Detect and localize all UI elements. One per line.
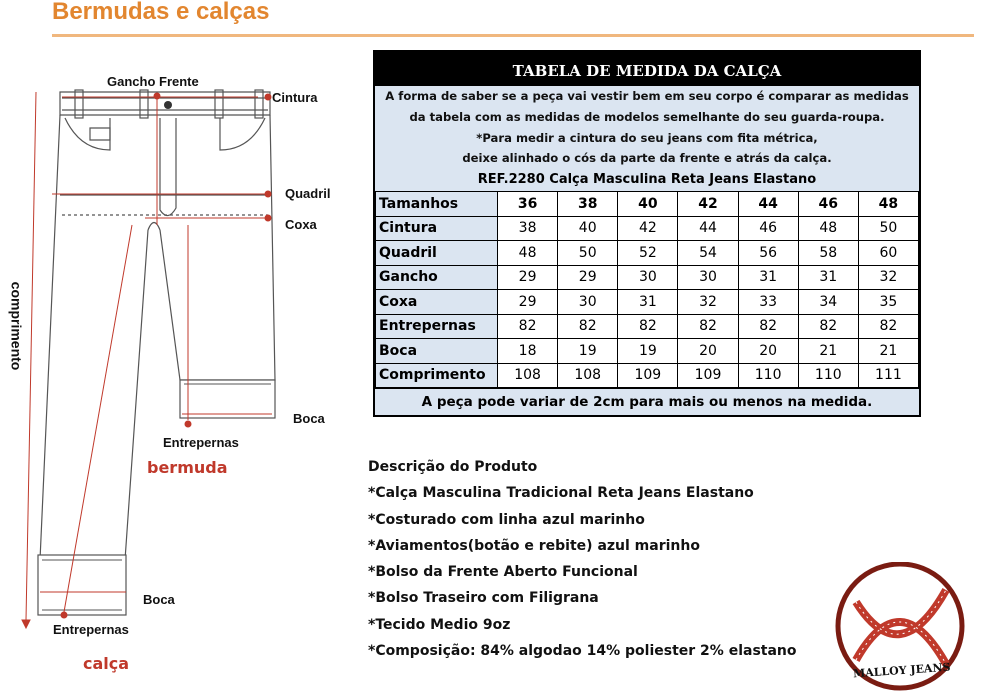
intro-line: *Para medir a cintura do seu jeans com fita métrica, [476, 130, 818, 145]
coxa-marker [265, 215, 271, 221]
table-cell: 19 [618, 339, 678, 364]
entrepernas-calca-label: Entrepernas [53, 622, 129, 637]
table-cell: 54 [678, 241, 738, 266]
table-row [376, 265, 919, 290]
table-footer: A peça pode variar de 2cm para mais ou menos na medida. [375, 388, 919, 415]
table-cell: 38 [498, 216, 558, 241]
table-cell: 82 [558, 314, 618, 339]
table-row [376, 363, 919, 388]
description-item: *Costurado com linha azul marinho [368, 511, 645, 528]
table-cell: 29 [558, 265, 618, 290]
table-cell: 29 [498, 265, 558, 290]
comprimento-label: comprimento [8, 281, 25, 371]
entrepernas-bermuda-marker [185, 421, 191, 427]
table-cell: 82 [618, 314, 678, 339]
boca-bermuda-label: Boca [293, 411, 325, 426]
description-item: *Calça Masculina Tradicional Reta Jeans Elastano [368, 485, 754, 502]
intro-line: A forma de saber se a peça vai vestir bem em seu corpo é comparar as medidas [385, 89, 909, 103]
description-item: *Bolso Traseiro com Filigrana [368, 590, 599, 607]
table-cell: 109 [678, 363, 738, 388]
logo-text: MALLOY JEANS [852, 660, 951, 681]
table-cell: 82 [738, 314, 798, 339]
table-cell: 108 [498, 363, 558, 388]
quadril-marker [265, 191, 271, 197]
table-cell: 52 [618, 241, 678, 266]
table-cell: 108 [558, 363, 618, 388]
cintura-label: Cintura [272, 90, 318, 105]
table-intro [375, 86, 919, 169]
row-label: Gancho [376, 265, 498, 290]
table-cell: 30 [678, 265, 738, 290]
table-cell: 58 [798, 241, 858, 266]
intro-line: da tabela com as medidas de modelos semelhante do seu guarda-roupa. [409, 109, 885, 124]
table-cell: 35 [858, 290, 918, 315]
table-cell: 46 [798, 192, 858, 217]
table-row [376, 339, 919, 364]
table-cell: 29 [498, 290, 558, 315]
table-cell: 44 [678, 216, 738, 241]
bermuda-cuff [180, 380, 275, 418]
entrepernas-calca-line [64, 225, 132, 612]
table-cell: 20 [738, 339, 798, 364]
table-cell: 56 [738, 241, 798, 266]
table-cell: 50 [858, 216, 918, 241]
description-item: *Tecido Medio 9oz [368, 616, 511, 633]
table-row [376, 241, 919, 266]
table-cell: 30 [618, 265, 678, 290]
table-row [376, 314, 919, 339]
row-label: Boca [376, 339, 498, 364]
row-label: Tamanhos [376, 192, 498, 217]
pants-diagram [0, 0, 360, 700]
button-icon [164, 101, 172, 109]
measurement-grid [375, 191, 919, 388]
row-label: Cintura [376, 216, 498, 241]
table-cell: 30 [558, 290, 618, 315]
table-cell: 111 [858, 363, 918, 388]
description-item: *Aviamentos(botão e rebite) azul marinho [368, 537, 700, 554]
page-title: Bermudas e calças [52, 0, 270, 25]
table-cell: 82 [798, 314, 858, 339]
comprimento-arrow [22, 620, 30, 628]
table-cell: 31 [798, 265, 858, 290]
gancho-marker [154, 93, 160, 99]
row-label: Comprimento [376, 363, 498, 388]
product-description [368, 456, 797, 666]
table-cell: 110 [738, 363, 798, 388]
table-cell: 60 [858, 241, 918, 266]
description-item: *Bolso da Frente Aberto Funcional [368, 564, 638, 581]
description-heading: Descrição do Produto [368, 459, 538, 475]
table-cell: 18 [498, 339, 558, 364]
table-cell: 21 [798, 339, 858, 364]
quadril-label: Quadril [285, 186, 331, 201]
table-cell: 82 [678, 314, 738, 339]
table-title: TABELA DE MEDIDA DA CALÇA [375, 52, 919, 86]
table-cell: 48 [798, 216, 858, 241]
table-cell: 44 [738, 192, 798, 217]
table-cell: 19 [558, 339, 618, 364]
entrepernas-calca-marker [61, 612, 67, 618]
table-cell: 32 [678, 290, 738, 315]
table-cell: 82 [498, 314, 558, 339]
table-cell: 50 [558, 241, 618, 266]
table-cell: 42 [618, 216, 678, 241]
boca-calca-label: Boca [143, 592, 175, 607]
row-label: Entrepernas [376, 314, 498, 339]
cintura-marker [265, 94, 271, 100]
row-label: Quadril [376, 241, 498, 266]
comprimento-line [26, 92, 36, 620]
table-cell: 21 [858, 339, 918, 364]
table-cell: 48 [858, 192, 918, 217]
calca-caption: calça [83, 654, 130, 673]
coxa-label: Coxa [285, 217, 317, 232]
description-item: *Composição: 84% algodao 14% poliester 2% elastano [368, 643, 797, 660]
table-cell: 46 [738, 216, 798, 241]
bermuda-caption: bermuda [147, 458, 228, 477]
intro-line: deixe alinhado o cós da parte da frente e atrás da calça. [462, 151, 832, 166]
table-row [376, 192, 919, 217]
table-row [376, 290, 919, 315]
table-cell: 109 [618, 363, 678, 388]
size-table [373, 50, 921, 417]
table-cell: 40 [618, 192, 678, 217]
table-row [376, 216, 919, 241]
table-cell: 33 [738, 290, 798, 315]
table-cell: 20 [678, 339, 738, 364]
table-cell: 42 [678, 192, 738, 217]
table-cell: 110 [798, 363, 858, 388]
gancho-frente-label: Gancho Frente [107, 74, 199, 89]
table-cell: 34 [798, 290, 858, 315]
row-label: Coxa [376, 290, 498, 315]
table-ref: REF.2280 Calça Masculina Reta Jeans Elastano [477, 172, 817, 188]
malloy-jeans-logo [828, 562, 978, 692]
table-cell: 40 [558, 216, 618, 241]
table-cell: 36 [498, 192, 558, 217]
table-cell: 82 [858, 314, 918, 339]
table-cell: 32 [858, 265, 918, 290]
table-cell: 48 [498, 241, 558, 266]
entrepernas-bermuda-label: Entrepernas [163, 435, 239, 450]
calca-cuff [38, 555, 126, 615]
table-cell: 31 [738, 265, 798, 290]
table-cell: 31 [618, 290, 678, 315]
table-cell: 38 [558, 192, 618, 217]
